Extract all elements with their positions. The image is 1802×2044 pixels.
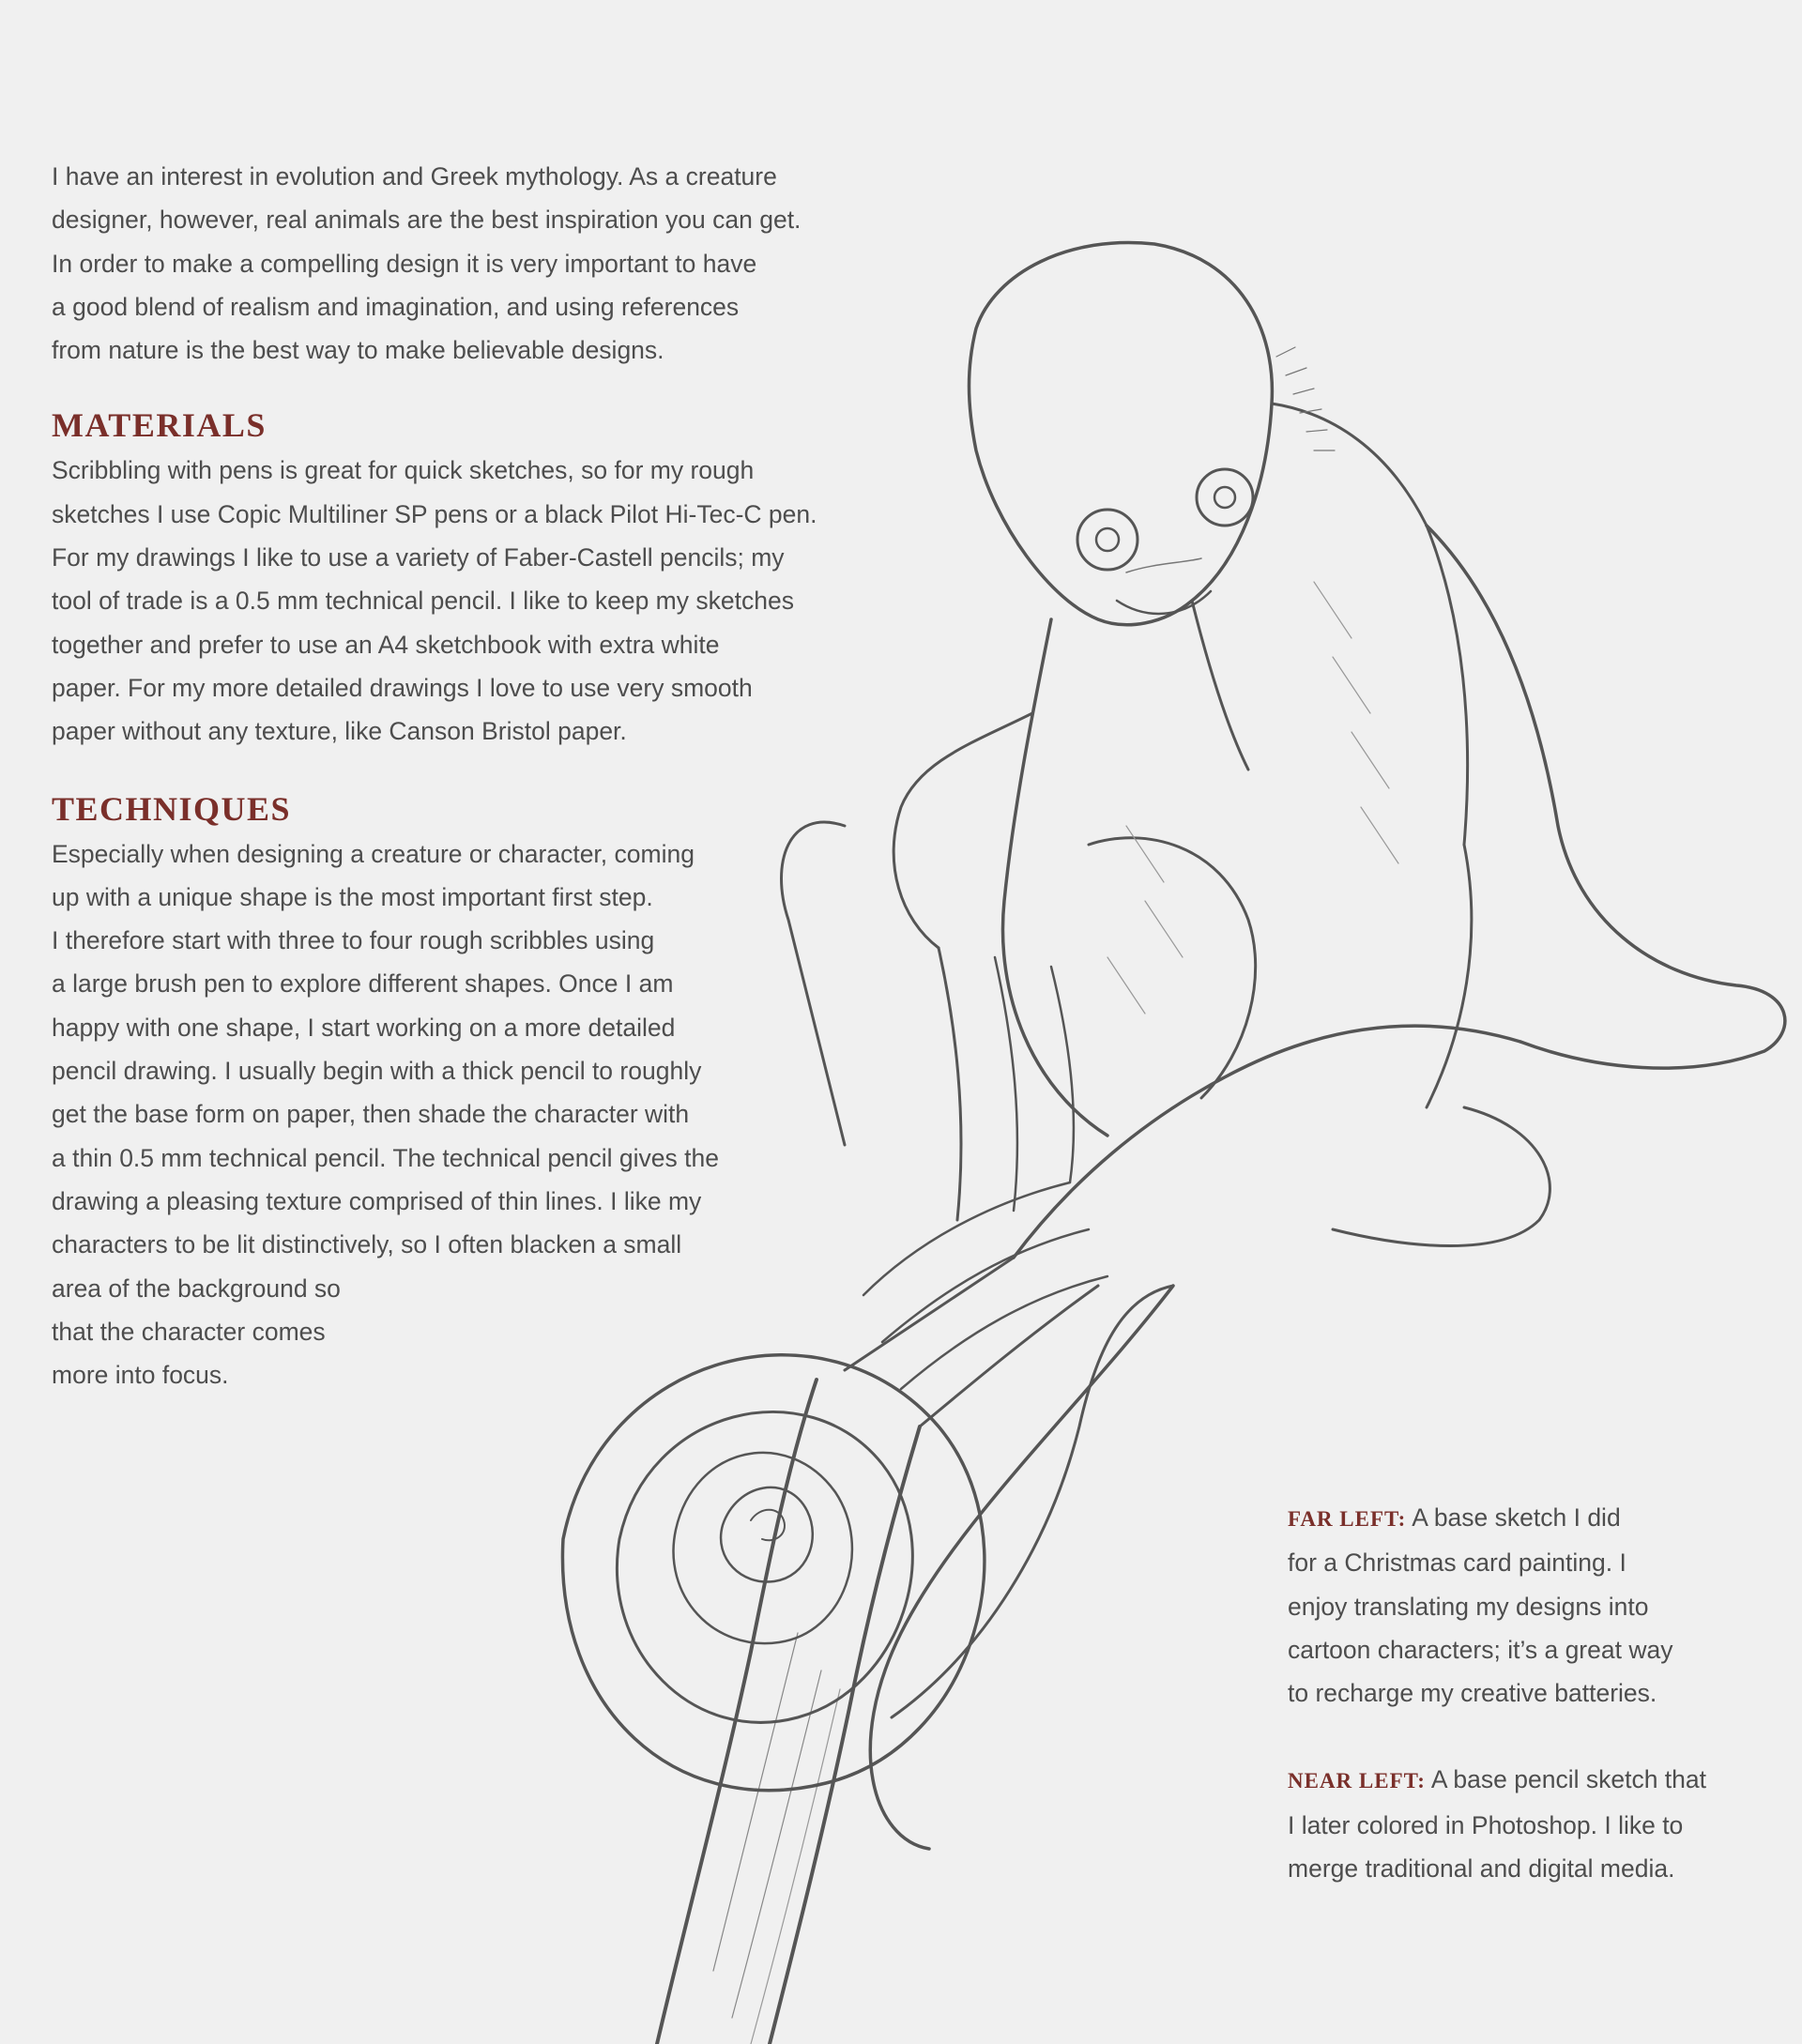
techniques-paragraph: Especially when designing a creature or character, coming up with a unique shape is the most important first step. I therefore start with three to four rough scribbles using a large brush pen to explore different shapes. Once I am happy with one shape, I start working on a more detailed pencil drawing. I usually begin with a thick pencil to roughly get the base form on paper, then shade the character with a thin 0.5 mm technical pencil. The technical pencil gives the drawing a pleasing texture comprised of thin lines. I like my characters to be lit distinctively, so I often blacken a small area of the background so that the character comes more into focus.	[52, 839, 719, 1390]
techniques-heading: TECHNIQUES	[52, 789, 292, 828]
materials-paragraph: Scribbling with pens is great for quick sketches, so for my rough sketches I use Copic Multiliner SP pens or a black Pilot Hi-Tec-C pen. For my drawings I like to use a variety of Faber-Castell pencils; my tool of trade is a 0.5 mm technical pencil. I like to keep my sketches together and prefer to use an A4 sketchbook with extra white paper. For my more detailed drawings I love to use very smooth paper without any texture, like Canson Bristol paper.	[52, 456, 817, 746]
materials-heading: MATERIALS	[52, 406, 267, 445]
caption-label: NEAR LEFT:	[1288, 1769, 1426, 1793]
caption-text: A base sketch I did for a Christmas card painting. I enjoy translating my designs into cartoon characters; it’s a great way to recharge my creative batteries.	[1288, 1503, 1673, 1708]
caption-label: FAR LEFT:	[1288, 1507, 1407, 1531]
main-text-column	[52, 155, 878, 1396]
captions-block	[1288, 1496, 1776, 1890]
creature-body-drawing	[782, 242, 1785, 1389]
caption-near-left	[1288, 1758, 1776, 1890]
intro-paragraph: I have an interest in evolution and Greek mythology. As a creature designer, however, real animals are the best inspiration you can get. In order to make a compelling design it is very important to have a good blend of realism and imagination, and using references from nature is the best way to make believable designs.	[52, 162, 802, 365]
caption-far-left	[1288, 1496, 1776, 1715]
caption-text: A base pencil sketch that I later colored in Photoshop. I like to merge traditional and digital media.	[1288, 1765, 1707, 1884]
